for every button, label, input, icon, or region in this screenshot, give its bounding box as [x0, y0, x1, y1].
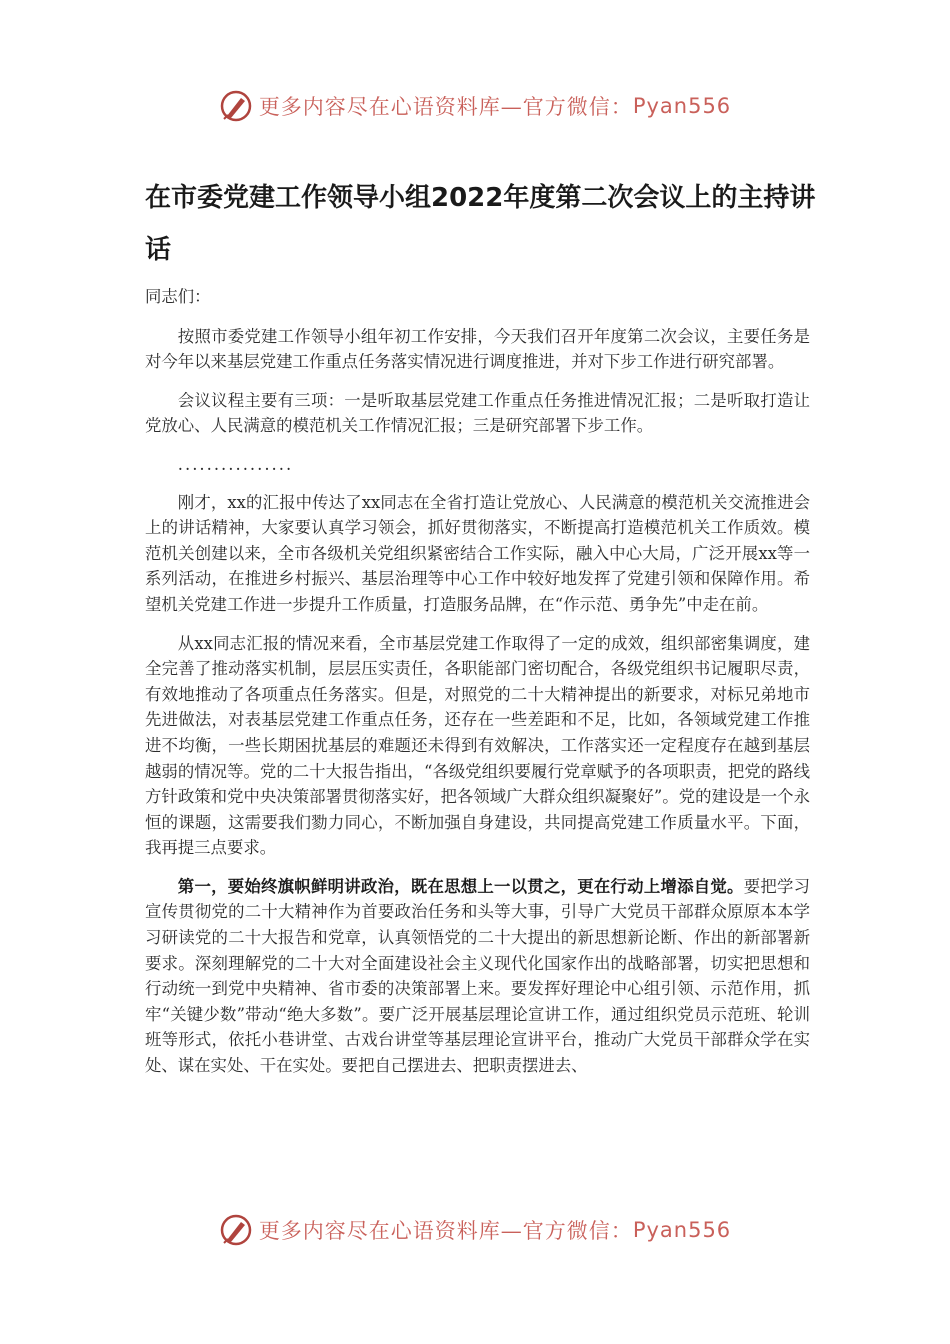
banner-text: 更多内容尽在心语资料库—官方微信：: [258, 95, 633, 119]
document-body: [145, 284, 810, 1092]
salutation: 同志们：: [145, 287, 211, 306]
pen-logo-icon: [219, 1213, 253, 1247]
paragraph: 按照市委党建工作领导小组年初工作安排，今天我们召开年度第二次会议，主要任务是对今年以来基层党建工作重点任务落实情况进行调度推进，并对下步工作进行研究部署。: [145, 326, 810, 372]
paragraph: 会议议程主要有三项：一是听取基层党建工作重点任务推进情况汇报；二是听取打造让党放心、人民满意的模范机关工作情况汇报；三是研究部署下步工作。: [145, 390, 810, 436]
point-one-body: 要把学习宣传贯彻党的二十大精神作为首要政治任务和头等大事，引导广大党员干部群众原原本本学习研读党的二十大报告和党章，认真领悟党的二十大提出的新思想新论断、作出的新部署新要求。深刻理解党的二十大对全面建设社会主义现代化国家作出的战略部署，切实把思想和行动统一到党中央精神、省市委的决策部署上来。要发挥好理论中心组引领、示范作用，抓牢“关键少数”带动“绝大多数”。要广泛开展基层理论宣讲工作，通过组织党员示范班、轮训班等形式，依托小巷讲堂、古戏台讲堂等基层理论宣讲平台，推动广大党员干部群众学在实处、谋在实处、干在实处。要把自己摆进去、把职责摆进去、: [145, 876, 811, 1076]
point-one-paragraph: [145, 874, 810, 1079]
banner-wechat-id: Pyan556: [632, 94, 732, 118]
pen-logo-icon: [219, 89, 253, 123]
paragraph: 刚才，xx的汇报中传达了xx同志在全省打造让党放心、人民满意的模范机关交流推进会上的讲话精神，大家要认真学习领会，抓好贯彻落实，不断提高打造模范机关工作质效。模范机关创建以来，全市各级机关党组织紧密结合工作实际，融入中心大局，广泛开展xx等一系列活动，在推进乡村振兴、基层治理等中心工作中较好地发挥了党建引领和保障作用。希望机关党建工作进一步提升工作质量，打造服务品牌，在“作示范、勇争先”中走在前。: [145, 492, 810, 614]
paragraph: 从xx同志汇报的情况来看，全市基层党建工作取得了一定的成效，组织部密集调度，建全完善了推动落实机制，层层压实责任，各职能部门密切配合，各级党组织书记履职尽责，有效地推动了各项重点任务落实。但是，对照党的二十大精神提出的新要求，对标兄弟地市先进做法，对表基层党建工作重点任务，还存在一些差距和不足，比如，各领域党建工作推进不均衡，一些长期困扰基层的难题还未得到有效解决，工作落实还一定程度存在越到基层越弱的情况等。党的二十大报告指出，“各级党组织要履行党章赋予的各项职责，把党的路线方针政策和党中央决策部署贯彻落实好，把各领域广大群众组织凝聚好”。党的建设是一个永恒的课题，这需要我们勠力同心，不断加强自身建设，共同提高党建工作质量水平。下面，我再提三点要求。: [145, 633, 810, 858]
ellipsis-separator: ................: [177, 454, 294, 474]
banner-text: 更多内容尽在心语资料库—官方微信：: [258, 1219, 633, 1243]
point-one-heading: 第一，要始终旗帜鲜明讲政治，既在思想上一以贯之，更在行动上增添自觉。: [177, 876, 744, 896]
banner-wechat-id: Pyan556: [632, 1218, 732, 1242]
header-watermark-banner: [0, 84, 950, 128]
document-title: 在市委党建工作领导小组2022年度第二次会议上的主持讲话: [145, 183, 816, 265]
footer-watermark-banner: [0, 1208, 950, 1252]
